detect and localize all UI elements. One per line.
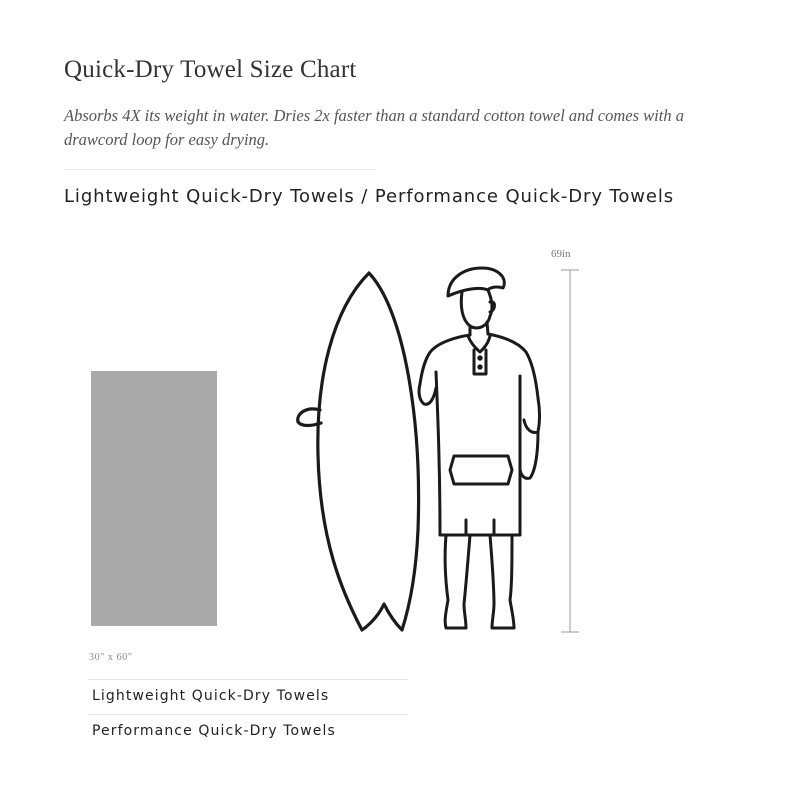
height-scale bbox=[561, 270, 579, 632]
section-heading: Lightweight Quick-Dry Towels / Performance Quick-Dry Towels bbox=[64, 186, 675, 207]
towel-size-label: 30" x 60" bbox=[89, 652, 133, 663]
legend-item-lightweight[interactable]: Lightweight Quick-Dry Towels bbox=[92, 688, 330, 704]
legend-item-performance[interactable]: Performance Quick-Dry Towels bbox=[92, 723, 336, 739]
page-subtitle: Absorbs 4X its weight in water. Dries 2x faster than a standard cotton towel and comes with a drawcord loop for easy drying. bbox=[64, 106, 684, 149]
person-icon bbox=[419, 268, 539, 628]
surfboard-icon bbox=[298, 273, 419, 630]
legend-divider bbox=[88, 714, 408, 715]
person-height-label: 69in bbox=[551, 248, 571, 260]
page-title: Quick-Dry Towel Size Chart bbox=[64, 56, 357, 83]
legend-divider bbox=[88, 679, 408, 680]
